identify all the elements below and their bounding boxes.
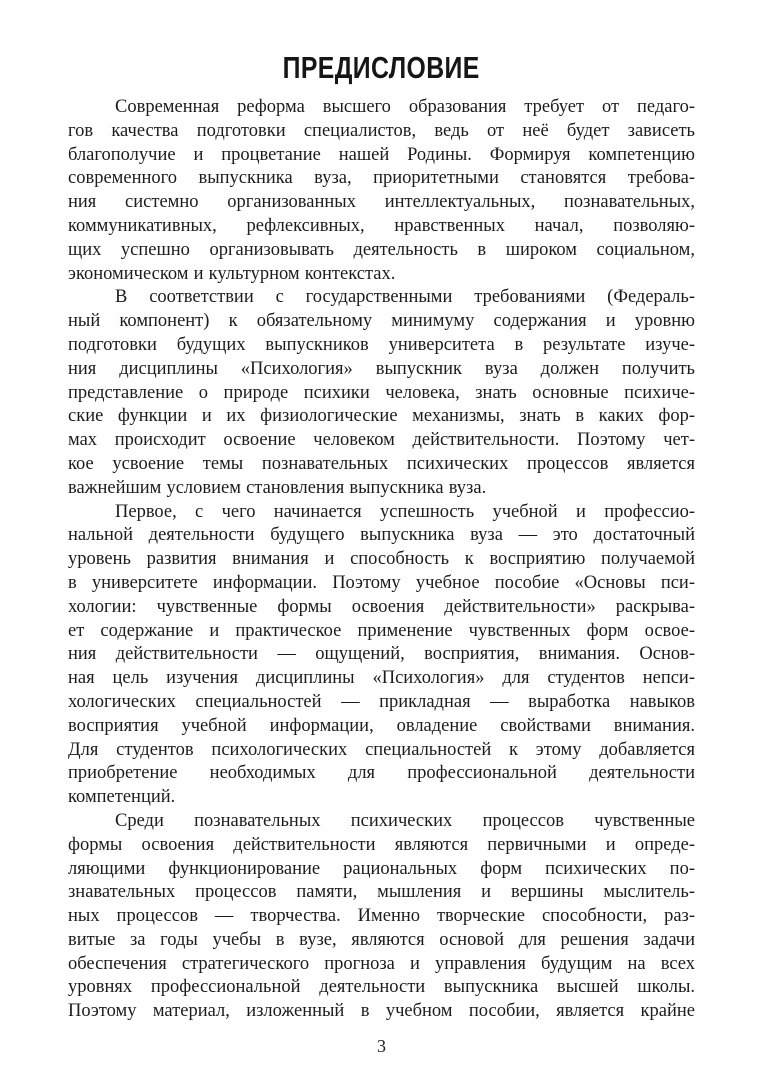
text-line: гов качества подготовки специалистов, ведь от неё будет зависеть (68, 120, 695, 141)
text-line: Поэтому материал, изложенный в учебном пособии, является крайне (68, 1001, 695, 1022)
text-line: уровень развития внимания и способность к восприятию получаемой (68, 549, 695, 570)
text-line: Среди познавательных психических процессов чувственные (115, 810, 695, 831)
text-line: В соответствии с государственными требованиями (Федераль- (115, 287, 695, 308)
text-line: подготовки будущих выпускников университета в результате изуче- (68, 334, 695, 355)
text-line: формы освоения действительности являются первичными и опреде- (68, 834, 695, 855)
text-line: мах происходит освоение человеком действительности. Поэтому чет- (68, 430, 695, 451)
text-line: нальной деятельности будущего выпускника вуза — это достаточный (68, 525, 695, 546)
text-line: Современная реформа высшего образования требует от педаго- (115, 97, 695, 117)
page-title: ПРЕДИСЛОВИЕ (282, 50, 481, 85)
text-line: ляющими функционирование рациональных форм психических по- (68, 858, 695, 879)
text-line: ские функции и их физиологические механизмы, знать в каких фор- (68, 406, 695, 427)
text-line: обеспечения стратегического прогноза и управления будущим на всех (68, 953, 695, 974)
text-line: знавательных процессов памяти, мышления и вершины мыслитель- (68, 882, 695, 903)
text-line: витые за годы учебы в вузе, являются основой для решения задачи (68, 929, 695, 950)
text-line: ния системно организованных интеллектуальных, познавательных, (68, 192, 695, 213)
text-line: в университете информации. Поэтому учебное пособие «Основы пси- (68, 572, 695, 593)
text-line: представление о природе психики человека, знать основные психиче- (68, 382, 695, 403)
text-line: экономическом и культурном контекстах. (68, 263, 396, 284)
text-line: Первое, с чего начинается успешность учебной и профессио- (115, 501, 695, 522)
text-line: уровнях профессиональной деятельности выпускника высшей школы. (68, 977, 695, 998)
text-line: ный компонент) к обязательному минимуму содержания и уровню (68, 311, 695, 332)
text-line: ная цель изучения дисциплины «Психология» для студентов непси- (68, 668, 695, 689)
text-line: коммуникативных, рефлексивных, нравственных начал, позволяю- (68, 215, 695, 236)
text-line: восприятия учебной информации, овладение свойствами внимания. (68, 715, 695, 736)
text-line: кое усвоение темы познавательных психических процессов является (68, 453, 695, 474)
text-line: ных процессов — творчества. Именно творческие способности, раз- (68, 906, 695, 927)
text-line: компетенций. (68, 787, 176, 808)
text-line: ет содержание и практическое применение чувственных форм освое- (68, 620, 695, 641)
text-line: Для студентов психологических специальностей к этому добавляется (68, 739, 695, 760)
text-line: ния действительности — ощущений, восприятия, внимания. Основ- (68, 644, 695, 665)
text-line: приобретение необходимых для профессиональной деятельности (68, 763, 695, 784)
preface-text (68, 96, 695, 1024)
page-title-row (0, 50, 763, 86)
text-line: благополучие и процветание нашей Родины. Формируя компетенцию (68, 144, 695, 165)
text-line: хологических специальностей — прикладная — выработка навыков (68, 691, 695, 712)
text-line: важнейшим условием становления выпускника вуза. (68, 477, 487, 498)
text-line: щих успешно организовывать деятельность в широком социальном, (68, 239, 695, 260)
text-line: ния дисциплины «Психология» выпускник вуза должен получить (68, 358, 695, 379)
text-line: современного выпускника вуза, приоритетными становятся требова- (68, 168, 695, 189)
page-number: 3 (377, 1036, 386, 1056)
text-line: хологии: чувственные формы освоения действительности» раскрыва- (68, 596, 695, 617)
